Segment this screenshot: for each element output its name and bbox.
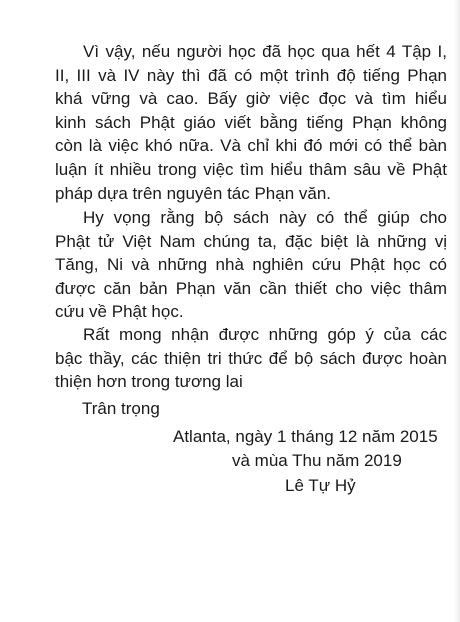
text-line: Tăng, Ni và những nhà nghiên cứu Phật học có	[55, 255, 447, 275]
text-line: Phật tử Việt Nam chúng ta, đặc biệt là những vị	[55, 231, 447, 251]
text-line: còn là việc khó nữa. Và chỉ khi đó mới có thể bàn	[55, 136, 447, 156]
closing-salutation: Trân trọng	[82, 399, 160, 418]
text-line: cứu về Phật học.	[55, 302, 184, 322]
paragraph-3	[55, 323, 447, 394]
paragraph-2	[55, 206, 447, 324]
page-edge-shadow	[454, 0, 460, 622]
text-line: Hy vọng rằng bộ sách này có thể giúp cho	[83, 208, 447, 227]
season-line: và mùa Thu năm 2019	[232, 451, 402, 470]
paragraph-1	[55, 40, 447, 205]
text-line: thiện hơn trong tương lai	[55, 372, 243, 392]
text-line: Rất mong nhận được những góp ý của các	[83, 325, 447, 344]
text-line: được căn bản Phạn văn cần thiết cho việc thâm	[55, 278, 447, 298]
text-line: khá vững và cao. Bấy giờ việc đọc và tìm hiểu	[55, 89, 447, 109]
text-line: kinh sách Phật giáo viết bằng tiếng Phạn không	[55, 112, 447, 132]
place-date-line: Atlanta, ngày 1 tháng 12 năm 2015	[173, 427, 438, 446]
text-line: luận ít nhiều trong việc tìm hiểu thâm sâu về Phật	[55, 159, 447, 179]
text-line: pháp dựa trên nguyên tác Phạn văn.	[55, 183, 332, 203]
text-line: bậc thầy, các thiện tri thức để bộ sách được hoàn	[55, 348, 447, 368]
author-name: Lê Tự Hỷ	[285, 476, 356, 495]
text-line: II, III và IV này thì đã có một trình độ tiếng Phạn	[55, 65, 447, 85]
text-line: Vì vậy, nếu người học đã học qua hết 4 Tập I,	[83, 42, 447, 61]
